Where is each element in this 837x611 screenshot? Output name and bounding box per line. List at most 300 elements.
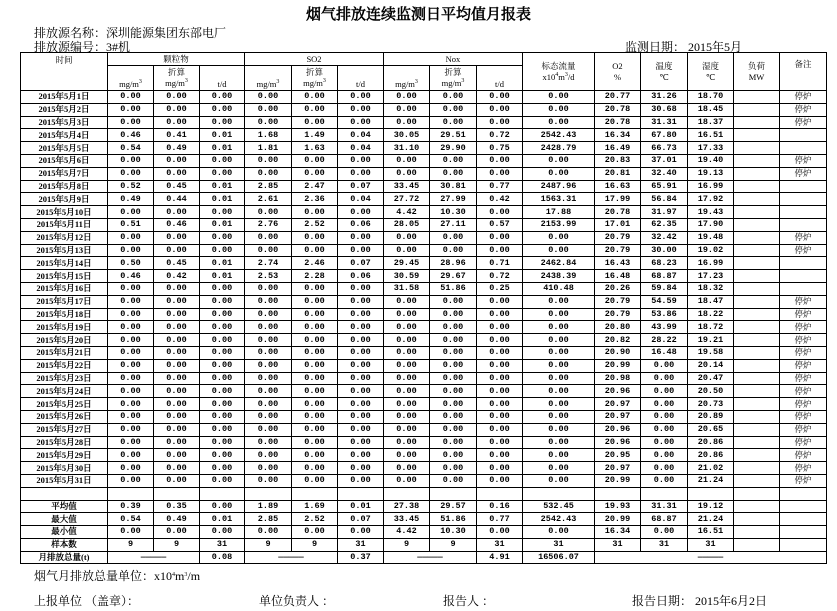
value-cell: 1.49 (292, 129, 338, 142)
value-cell (734, 116, 780, 129)
value-cell: 1.63 (292, 142, 338, 155)
value-cell: 0.00 (200, 116, 245, 129)
value-cell: 0.00 (200, 321, 245, 334)
row-label: 2015年5月4日 (21, 129, 108, 142)
row-label: 2015年5月11日 (21, 218, 108, 231)
value-cell (734, 218, 780, 231)
value-cell: 0.00 (108, 346, 154, 359)
so2-unit-mg: $mg/m^3$ (245, 66, 292, 91)
value-cell: 33.45 (384, 180, 430, 193)
value-cell: 68.87 (641, 513, 688, 526)
value-cell: 59.84 (641, 282, 688, 295)
value-cell: 2.74 (245, 257, 292, 270)
value-cell: 0.00 (384, 231, 430, 244)
total-flow: 16506.07 (523, 551, 595, 564)
value-cell: 20.78 (595, 103, 641, 116)
o2-label: O2 (612, 60, 623, 71)
value-cell (734, 282, 780, 295)
value-cell: 21.24 (688, 474, 734, 487)
value-cell (734, 295, 780, 308)
unit-label: mg/m (256, 79, 277, 89)
value-cell: 0.00 (430, 308, 477, 321)
value-cell: 31.58 (384, 282, 430, 295)
remark-cell (780, 206, 827, 219)
value-cell: 0.00 (200, 334, 245, 347)
value-cell: 0.01 (200, 513, 245, 526)
value-cell: 0.42 (477, 193, 523, 206)
value-cell: 0.00 (292, 410, 338, 423)
load-label: 负荷 (747, 60, 765, 71)
value-cell (734, 154, 780, 167)
value-cell: 31.26 (641, 91, 688, 104)
value-cell: 0.00 (523, 308, 595, 321)
value-cell: 0.41 (154, 129, 200, 142)
value-cell: 0.00 (477, 398, 523, 411)
value-cell: 0.00 (338, 206, 384, 219)
value-cell: 0.00 (384, 91, 430, 104)
empty-cell (338, 487, 384, 500)
header-remark: 备注 (780, 53, 827, 91)
remark-cell (780, 193, 827, 206)
value-cell: 0.00 (523, 410, 595, 423)
remark-cell: 停炉 (780, 103, 827, 116)
remark-cell (780, 142, 827, 155)
value-cell: 0.00 (245, 526, 292, 539)
so2-unit-converted: 折算 $mg/m^3$ (292, 66, 338, 91)
value-cell: 0.46 (154, 218, 200, 231)
value-cell: 0.00 (292, 526, 338, 539)
value-cell: 0.00 (338, 231, 384, 244)
unit-label: mg/m (165, 78, 185, 88)
value-cell: 0.00 (292, 103, 338, 116)
value-cell: 0.00 (108, 385, 154, 398)
value-cell: 0.00 (292, 308, 338, 321)
value-cell: 0.00 (477, 410, 523, 423)
value-cell: 0.00 (430, 154, 477, 167)
table-row (21, 321, 827, 334)
value-cell: 0.00 (384, 346, 430, 359)
value-cell: 0.00 (200, 398, 245, 411)
row-label: 2015年5月2日 (21, 103, 108, 116)
value-cell: 29.51 (430, 129, 477, 142)
value-cell: 28.05 (384, 218, 430, 231)
value-cell: 16.49 (595, 142, 641, 155)
empty-cell (292, 487, 338, 500)
value-cell (734, 462, 780, 475)
row-label: 2015年5月22日 (21, 359, 108, 372)
value-cell: 4.42 (384, 206, 430, 219)
remark-cell: 停炉 (780, 346, 827, 359)
total-particulate: 0.08 (200, 551, 245, 564)
value-cell: 0.00 (154, 385, 200, 398)
value-cell: 0.06 (338, 218, 384, 231)
temp-unit: ℃ (659, 71, 669, 82)
value-cell: 0.00 (245, 334, 292, 347)
value-cell: 0.00 (200, 167, 245, 180)
value-cell: 0.00 (245, 282, 292, 295)
value-cell (734, 308, 780, 321)
value-cell: 0.00 (154, 154, 200, 167)
table-row (21, 449, 827, 462)
header-humidity (688, 53, 734, 91)
value-cell: 0.54 (108, 142, 154, 155)
table-row (21, 193, 827, 206)
value-cell (734, 398, 780, 411)
value-cell: 0.00 (154, 103, 200, 116)
value-cell (734, 257, 780, 270)
total-so2: 0.37 (338, 551, 384, 564)
value-cell: 1.69 (292, 500, 338, 513)
value-cell: 0.00 (200, 231, 245, 244)
empty-cell (108, 487, 154, 500)
table-row (21, 257, 827, 270)
row-label: 最大值 (21, 513, 108, 526)
humidity-label: 湿度 (701, 60, 719, 71)
value-cell: 16.99 (688, 180, 734, 193)
value-cell: 0.01 (200, 142, 245, 155)
value-cell: 0.00 (384, 334, 430, 347)
value-cell (734, 500, 780, 513)
flue-unit-label: 烟气月排放总量单位：x10 (34, 569, 173, 583)
unit-label: mg/m (119, 79, 139, 89)
value-cell: 0.00 (245, 372, 292, 385)
unit-label: t/d (356, 79, 365, 89)
remark-cell (780, 270, 827, 283)
value-cell: 0.07 (338, 513, 384, 526)
value-cell: 0.00 (292, 282, 338, 295)
value-cell: 32.40 (641, 167, 688, 180)
value-cell: 0.00 (108, 295, 154, 308)
value-cell: 18.45 (688, 103, 734, 116)
value-cell: 0.00 (384, 462, 430, 475)
row-label: 2015年5月8日 (21, 180, 108, 193)
row-label: 2015年5月16日 (21, 282, 108, 295)
value-cell: 0.00 (154, 359, 200, 372)
value-cell: 0.00 (292, 321, 338, 334)
value-cell: 0.00 (523, 116, 595, 129)
value-cell: 0.00 (477, 359, 523, 372)
remark-cell (780, 282, 827, 295)
table-row (21, 359, 827, 372)
value-cell (734, 346, 780, 359)
value-cell: 0.00 (200, 308, 245, 321)
row-label: 2015年5月28日 (21, 436, 108, 449)
value-cell: 51.86 (430, 513, 477, 526)
value-cell: 0.00 (523, 295, 595, 308)
remark-cell (780, 129, 827, 142)
value-cell: 31 (477, 538, 523, 551)
value-cell: 0.00 (430, 359, 477, 372)
value-cell: 0.00 (292, 372, 338, 385)
value-cell: 0.00 (108, 449, 154, 462)
value-cell: 10.30 (430, 206, 477, 219)
value-cell: 0.00 (200, 474, 245, 487)
value-cell: 0.00 (154, 526, 200, 539)
value-cell: 0.00 (200, 410, 245, 423)
value-cell: 67.80 (641, 129, 688, 142)
value-cell: 0.00 (245, 423, 292, 436)
value-cell: 0.00 (384, 372, 430, 385)
value-cell: 0.00 (523, 346, 595, 359)
table-row (21, 129, 827, 142)
value-cell (734, 538, 780, 551)
value-cell: 28.96 (430, 257, 477, 270)
value-cell: 20.95 (595, 449, 641, 462)
flow-unit-suffix: /d (567, 71, 575, 82)
value-cell: 20.97 (595, 462, 641, 475)
value-cell: 0.00 (430, 91, 477, 104)
row-label: 2015年5月21日 (21, 346, 108, 359)
value-cell: 0.00 (430, 295, 477, 308)
value-cell: 2.46 (292, 257, 338, 270)
value-cell: 20.99 (595, 513, 641, 526)
value-cell: 20.96 (595, 385, 641, 398)
table-row (21, 334, 827, 347)
value-cell: 20.97 (595, 398, 641, 411)
value-cell: 0.00 (338, 154, 384, 167)
report-table (20, 52, 827, 564)
stats-row (21, 538, 827, 551)
table-row (21, 231, 827, 244)
value-cell: 0.00 (641, 398, 688, 411)
value-cell: 0.00 (384, 103, 430, 116)
value-cell: 16.48 (595, 270, 641, 283)
row-label: 2015年5月6日 (21, 154, 108, 167)
value-cell: 0.00 (523, 154, 595, 167)
nox-unit-td (477, 66, 523, 91)
value-cell: 17.88 (523, 206, 595, 219)
value-cell: 0.00 (154, 167, 200, 180)
value-cell: 0.00 (338, 321, 384, 334)
table-row (21, 295, 827, 308)
flue-unit-mid: m (175, 569, 185, 583)
value-cell: 20.80 (595, 321, 641, 334)
dash: ————— (108, 551, 200, 564)
value-cell: 0.00 (477, 334, 523, 347)
value-cell: 18.37 (688, 116, 734, 129)
row-label: 2015年5月18日 (21, 308, 108, 321)
value-cell: 0.00 (338, 372, 384, 385)
value-cell: 0.00 (108, 206, 154, 219)
load-unit: MW (748, 71, 765, 82)
dash: ————— (384, 551, 477, 564)
value-cell: 19.12 (688, 500, 734, 513)
table-row (21, 142, 827, 155)
value-cell: 53.86 (641, 308, 688, 321)
value-cell: 0.00 (523, 167, 595, 180)
value-cell (734, 513, 780, 526)
value-cell: 17.23 (688, 270, 734, 283)
value-cell (734, 193, 780, 206)
value-cell: 31 (523, 538, 595, 551)
value-cell: 30.59 (384, 270, 430, 283)
source-id: 3#机 (106, 40, 131, 54)
reporting-unit: 上报单位 （盖章）： (34, 594, 140, 608)
value-cell: 0.00 (338, 103, 384, 116)
value-cell: 31 (688, 538, 734, 551)
value-cell: 0.39 (108, 500, 154, 513)
value-cell: 0.01 (200, 193, 245, 206)
value-cell: 0.00 (292, 398, 338, 411)
value-cell (734, 526, 780, 539)
value-cell: 16.48 (641, 346, 688, 359)
value-cell: 0.00 (338, 91, 384, 104)
value-cell: 0.00 (523, 474, 595, 487)
value-cell: 33.45 (384, 513, 430, 526)
value-cell (734, 231, 780, 244)
value-cell: 0.07 (338, 180, 384, 193)
value-cell: 19.02 (688, 244, 734, 257)
value-cell: 0.00 (200, 244, 245, 257)
value-cell: 0.00 (523, 526, 595, 539)
remark-cell: 停炉 (780, 372, 827, 385)
value-cell: 20.99 (595, 359, 641, 372)
value-cell: 17.90 (688, 218, 734, 231)
value-cell: 0.00 (108, 244, 154, 257)
value-cell: 0.00 (108, 436, 154, 449)
empty-cell (688, 487, 734, 500)
value-cell: 0.00 (384, 321, 430, 334)
remark-cell: 停炉 (780, 474, 827, 487)
value-cell: 0.00 (338, 116, 384, 129)
value-cell: 0.00 (245, 410, 292, 423)
value-cell: 0.00 (523, 321, 595, 334)
value-cell: 0.00 (200, 372, 245, 385)
value-cell: 29.90 (430, 142, 477, 155)
value-cell: 20.89 (688, 410, 734, 423)
total-label: 月排放总量(t) (21, 551, 108, 564)
value-cell: 0.00 (430, 231, 477, 244)
value-cell: 0.00 (292, 436, 338, 449)
value-cell: 30.00 (641, 244, 688, 257)
value-cell: 0.00 (108, 372, 154, 385)
value-cell: 0.00 (338, 410, 384, 423)
value-cell: 0.00 (477, 154, 523, 167)
remark-cell (780, 526, 827, 539)
row-label: 2015年5月9日 (21, 193, 108, 206)
value-cell: 20.79 (595, 231, 641, 244)
value-cell (734, 103, 780, 116)
row-label: 2015年5月27日 (21, 423, 108, 436)
converted-label: 折算 (305, 67, 323, 77)
empty-cell (523, 487, 595, 500)
value-cell: 0.01 (200, 270, 245, 283)
value-cell: 0.00 (292, 244, 338, 257)
value-cell: 0.00 (384, 436, 430, 449)
value-cell: 51.86 (430, 282, 477, 295)
value-cell: 2.76 (245, 218, 292, 231)
value-cell: 0.00 (430, 372, 477, 385)
value-cell: 30.81 (430, 180, 477, 193)
value-cell: 0.01 (200, 218, 245, 231)
value-cell: 2487.96 (523, 180, 595, 193)
empty-cell (154, 487, 200, 500)
value-cell: 0.00 (641, 474, 688, 487)
value-cell: 18.22 (688, 308, 734, 321)
value-cell: 56.84 (641, 193, 688, 206)
value-cell: 0.00 (430, 436, 477, 449)
value-cell: 21.02 (688, 462, 734, 475)
table-row (21, 346, 827, 359)
value-cell: 68.87 (641, 270, 688, 283)
empty-cell (595, 487, 641, 500)
row-label: 样本数 (21, 538, 108, 551)
value-cell: 0.00 (477, 321, 523, 334)
remark-cell: 停炉 (780, 91, 827, 104)
value-cell: 0.00 (430, 398, 477, 411)
value-cell (734, 423, 780, 436)
stats-row (21, 526, 827, 539)
table-row (21, 116, 827, 129)
value-cell: 0.00 (338, 346, 384, 359)
value-cell (734, 474, 780, 487)
stats-row (21, 500, 827, 513)
header-flow (523, 53, 595, 91)
value-cell: 0.00 (292, 385, 338, 398)
table-row (21, 308, 827, 321)
row-label: 2015年5月30日 (21, 462, 108, 475)
value-cell: 2.52 (292, 513, 338, 526)
value-cell: 0.00 (292, 231, 338, 244)
value-cell: 0.00 (523, 436, 595, 449)
value-cell: 0.00 (477, 346, 523, 359)
row-label: 2015年5月13日 (21, 244, 108, 257)
empty-cell (245, 487, 292, 500)
value-cell: 0.00 (245, 385, 292, 398)
value-cell: 0.00 (108, 321, 154, 334)
value-cell: 0.00 (200, 526, 245, 539)
value-cell: 0.00 (477, 231, 523, 244)
value-cell: 16.34 (595, 129, 641, 142)
remark-cell: 停炉 (780, 231, 827, 244)
value-cell: 0.00 (108, 282, 154, 295)
value-cell: 0.00 (108, 154, 154, 167)
value-cell: 0.00 (430, 474, 477, 487)
value-cell: 27.72 (384, 193, 430, 206)
monitor-date-label: 监测日期： (625, 40, 686, 54)
header-temp (641, 53, 688, 91)
table-row (21, 91, 827, 104)
empty-cell (780, 487, 827, 500)
value-cell: 0.00 (477, 526, 523, 539)
value-cell: 0.16 (477, 500, 523, 513)
stats-row (21, 513, 827, 526)
value-cell: 20.65 (688, 423, 734, 436)
value-cell: 0.00 (200, 423, 245, 436)
remark-cell: 停炉 (780, 436, 827, 449)
value-cell: 0.00 (338, 462, 384, 475)
value-cell: 18.72 (688, 321, 734, 334)
row-label: 2015年5月31日 (21, 474, 108, 487)
row-label: 2015年5月7日 (21, 167, 108, 180)
value-cell (734, 372, 780, 385)
value-cell: 0.00 (245, 91, 292, 104)
value-cell: 0.00 (245, 359, 292, 372)
value-cell: 20.50 (688, 385, 734, 398)
value-cell: 20.86 (688, 436, 734, 449)
report-title: 烟气排放连续监测日平均值月报表 (305, 7, 531, 23)
remark-cell: 停炉 (780, 334, 827, 347)
table-row (21, 244, 827, 257)
value-cell: 0.00 (641, 449, 688, 462)
value-cell (734, 180, 780, 193)
row-label: 2015年5月29日 (21, 449, 108, 462)
nox-unit-converted: 折算 $mg/m^3$ (430, 66, 477, 91)
remark-cell: 停炉 (780, 359, 827, 372)
table-header (21, 53, 827, 91)
value-cell: 0.00 (523, 334, 595, 347)
value-cell: 0.00 (108, 398, 154, 411)
